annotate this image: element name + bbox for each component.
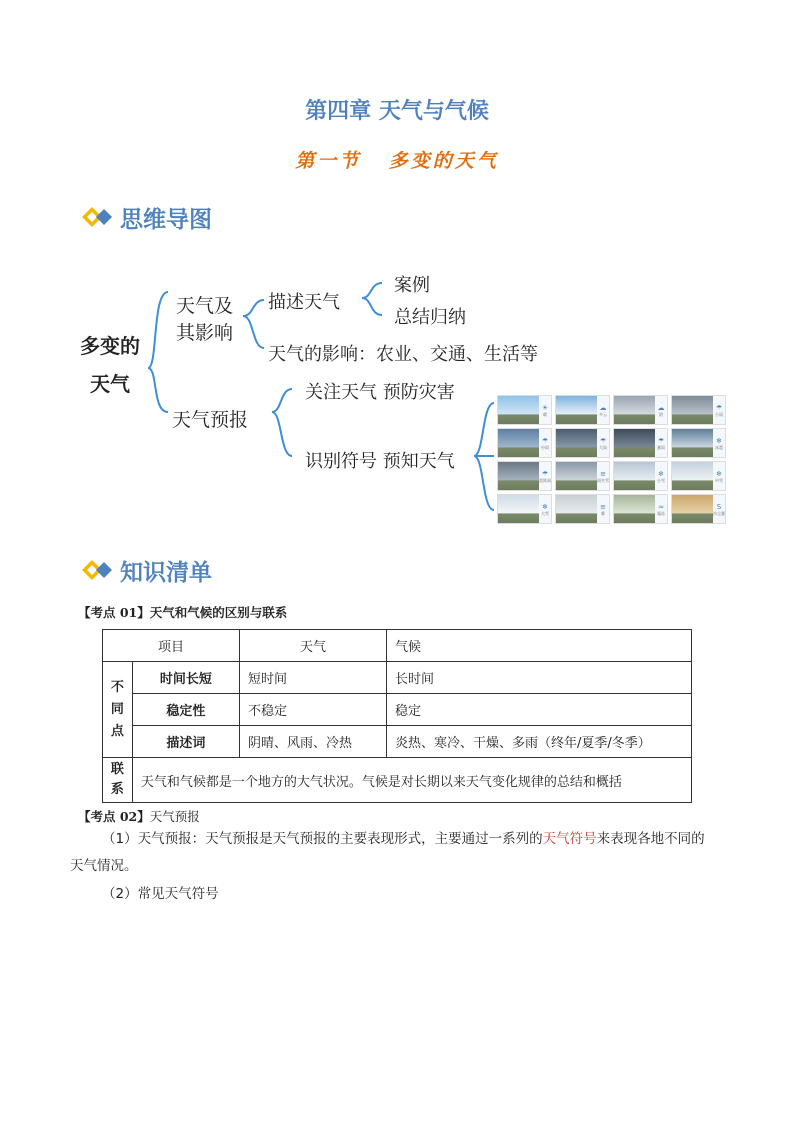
mindmap-root-line2: 天气 xyxy=(90,372,130,396)
weather-symbol-label: 霜冻 xyxy=(657,510,665,516)
weather-symbol-label: 阴 xyxy=(659,411,663,417)
weather-symbol-label: 晴 xyxy=(543,411,547,417)
link-label-char: 联 xyxy=(110,762,124,777)
weather-tile xyxy=(613,461,668,491)
paragraph-common-symbols: （2）常见天气符号 xyxy=(102,886,219,902)
mindmap-root-line1: 多变的 xyxy=(80,334,140,358)
weather-scene xyxy=(556,462,598,490)
row-weather: 阴晴、风雨、冷热 xyxy=(240,726,387,758)
weather-scene xyxy=(614,495,656,523)
paragraph-text: 来表现各地不同的 xyxy=(596,831,705,847)
chapter-title: 第四章 天气与气候 xyxy=(305,98,489,124)
knowledge-heading xyxy=(82,550,212,590)
weather-symbol-label: 小雨 xyxy=(715,411,723,417)
weather-symbol-icon: ☂ xyxy=(715,403,723,412)
diff-label-char: 点 xyxy=(110,723,124,739)
weather-tile xyxy=(555,428,610,458)
link-text: 天气和气候都是一个地方的大气状况。气候是对长期以来天气变化规律的总结和概括 xyxy=(132,758,691,803)
keypoint-01-title: 天气和气候的区别与联系 xyxy=(149,605,288,620)
weather-tile xyxy=(497,461,552,491)
table-row xyxy=(103,662,692,694)
weather-symbol xyxy=(655,396,667,424)
paragraph-text: （1）天气预报：天气预报是天气预报的主要表现形式，主要通过一系列的 xyxy=(102,831,543,847)
weather-symbol-label: 多云 xyxy=(599,411,607,417)
weather-tile xyxy=(555,494,610,524)
table-header-row xyxy=(103,630,692,662)
weather-tile xyxy=(613,428,668,458)
weather-symbol-icon: ❄ xyxy=(716,436,722,445)
weather-scene xyxy=(556,495,598,523)
mindmap-branch1-line1: 天气及 xyxy=(176,295,234,317)
highlight-weather-symbol: 天气符号 xyxy=(542,831,597,847)
mindmap-case: 案例 xyxy=(394,275,430,296)
weather-symbol-label: 中雨 xyxy=(541,444,549,450)
mindmap-watch: 关注天气 预防灾害 xyxy=(305,382,455,403)
weather-symbol-label: 雾 xyxy=(601,510,605,516)
weather-scene xyxy=(672,495,714,523)
keypoint-02-title: 天气预报 xyxy=(149,809,200,824)
comparison-table xyxy=(102,629,692,803)
weather-scene xyxy=(498,396,540,424)
weather-symbol-icon: ☁ xyxy=(599,403,607,412)
keypoint-01 xyxy=(78,603,287,621)
mindmap-branch1-line2: 其影响 xyxy=(176,322,234,344)
weather-tile xyxy=(671,461,726,491)
diff-label xyxy=(103,662,133,758)
weather-symbol xyxy=(713,462,725,490)
weather-symbol xyxy=(713,396,725,424)
section-title: 第一节 多变的天气 xyxy=(295,150,499,172)
weather-symbol-label: 暴雨 xyxy=(657,444,665,450)
weather-symbol xyxy=(597,429,609,457)
weather-scene xyxy=(556,396,598,424)
weather-tile xyxy=(671,428,726,458)
link-label-char: 系 xyxy=(110,782,124,797)
weather-symbol xyxy=(655,495,667,523)
mindmap-heading-text: 思维导图 xyxy=(120,206,212,233)
weather-symbol-icon: ❄ xyxy=(542,502,548,511)
weather-symbol-label: 大雨 xyxy=(599,444,607,450)
row-climate: 炎热、寒冷、干燥、多雨（终年/夏季/冬季） xyxy=(387,726,692,758)
mindmap-symbols: 识别符号 预知天气 xyxy=(305,451,455,472)
diamond-icon xyxy=(82,558,116,582)
weather-symbol xyxy=(713,429,725,457)
weather-symbol xyxy=(713,495,725,523)
row-weather: 短时间 xyxy=(240,662,387,694)
weather-scene xyxy=(498,429,540,457)
weather-symbol-icon: ☂ xyxy=(541,436,549,445)
header-item: 项目 xyxy=(103,630,240,662)
paragraph-forecast-line2: 天气情况。 xyxy=(70,858,138,874)
weather-symbol-icon: ≡ xyxy=(600,469,606,478)
weather-symbol-label: 中雪 xyxy=(715,477,723,483)
row-climate: 稳定 xyxy=(387,694,692,726)
keypoint-02 xyxy=(78,807,200,825)
weather-tile xyxy=(497,428,552,458)
weather-symbol xyxy=(539,462,551,490)
weather-symbol-label: 雷阵雨 xyxy=(539,477,551,483)
table-row xyxy=(103,694,692,726)
weather-symbol-label: 大雪 xyxy=(541,510,549,516)
weather-scene xyxy=(556,429,598,457)
weather-symbol-icon: ❄ xyxy=(716,469,722,478)
mindmap-branch2: 天气预报 xyxy=(172,409,249,431)
weather-symbol-icon: ☂ xyxy=(599,436,607,445)
knowledge-heading-text: 知识清单 xyxy=(120,559,212,586)
weather-symbol-grid xyxy=(497,395,727,525)
weather-symbol xyxy=(655,462,667,490)
mindmap-summary: 总结归纳 xyxy=(394,307,466,328)
keypoint-01-tag: 【考点 01】 xyxy=(78,605,150,620)
weather-symbol-icon: ≡ xyxy=(600,502,606,511)
weather-symbol-icon: ≈ xyxy=(658,502,664,511)
weather-symbol-icon: ❄ xyxy=(658,469,664,478)
weather-tile xyxy=(613,494,668,524)
weather-tile xyxy=(555,461,610,491)
weather-scene xyxy=(672,429,714,457)
weather-symbol xyxy=(539,396,551,424)
row-climate: 长时间 xyxy=(387,662,692,694)
weather-scene xyxy=(614,462,656,490)
keypoint-02-tag: 【考点 02】 xyxy=(78,809,150,824)
header-climate: 气候 xyxy=(387,630,692,662)
mindmap-describe: 描述天气 xyxy=(268,292,340,313)
weather-symbol-label: 沙尘暴 xyxy=(713,510,725,516)
row-item: 描述词 xyxy=(132,726,239,758)
header-weather: 天气 xyxy=(240,630,387,662)
weather-scene xyxy=(672,396,714,424)
row-item: 时间长短 xyxy=(132,662,239,694)
weather-symbol-icon: S xyxy=(716,502,722,511)
weather-tile xyxy=(555,395,610,425)
row-weather: 不稳定 xyxy=(240,694,387,726)
row-item: 稳定性 xyxy=(132,694,239,726)
link-label xyxy=(103,758,133,803)
diff-label-char: 不 xyxy=(110,679,124,695)
weather-symbol xyxy=(655,429,667,457)
mindmap-influence: 天气的影响：农业、交通、生活等 xyxy=(268,344,538,365)
weather-scene xyxy=(498,462,540,490)
weather-tile xyxy=(613,395,668,425)
table-row xyxy=(103,726,692,758)
weather-tile xyxy=(497,395,552,425)
weather-symbol-label: 雨夹雪 xyxy=(597,477,609,483)
weather-symbol-label: 小雪 xyxy=(657,477,665,483)
diff-label-char: 同 xyxy=(110,701,124,717)
weather-symbol xyxy=(597,495,609,523)
weather-symbol xyxy=(597,462,609,490)
table-row xyxy=(103,758,692,803)
weather-symbol xyxy=(539,495,551,523)
paragraph-forecast xyxy=(70,826,730,853)
weather-symbol xyxy=(597,396,609,424)
weather-symbol-label: 冰雹 xyxy=(715,444,723,450)
weather-symbol xyxy=(539,429,551,457)
weather-tile xyxy=(497,494,552,524)
weather-symbol-icon: ☂ xyxy=(657,436,665,445)
weather-symbol-icon: ☂ xyxy=(541,469,549,478)
weather-scene xyxy=(614,429,656,457)
weather-scene xyxy=(672,462,714,490)
weather-tile xyxy=(671,494,726,524)
weather-scene xyxy=(614,396,656,424)
weather-symbol-icon: ☁ xyxy=(657,403,665,412)
weather-symbol-icon: ☀ xyxy=(541,403,549,412)
weather-scene xyxy=(498,495,540,523)
weather-tile xyxy=(671,395,726,425)
